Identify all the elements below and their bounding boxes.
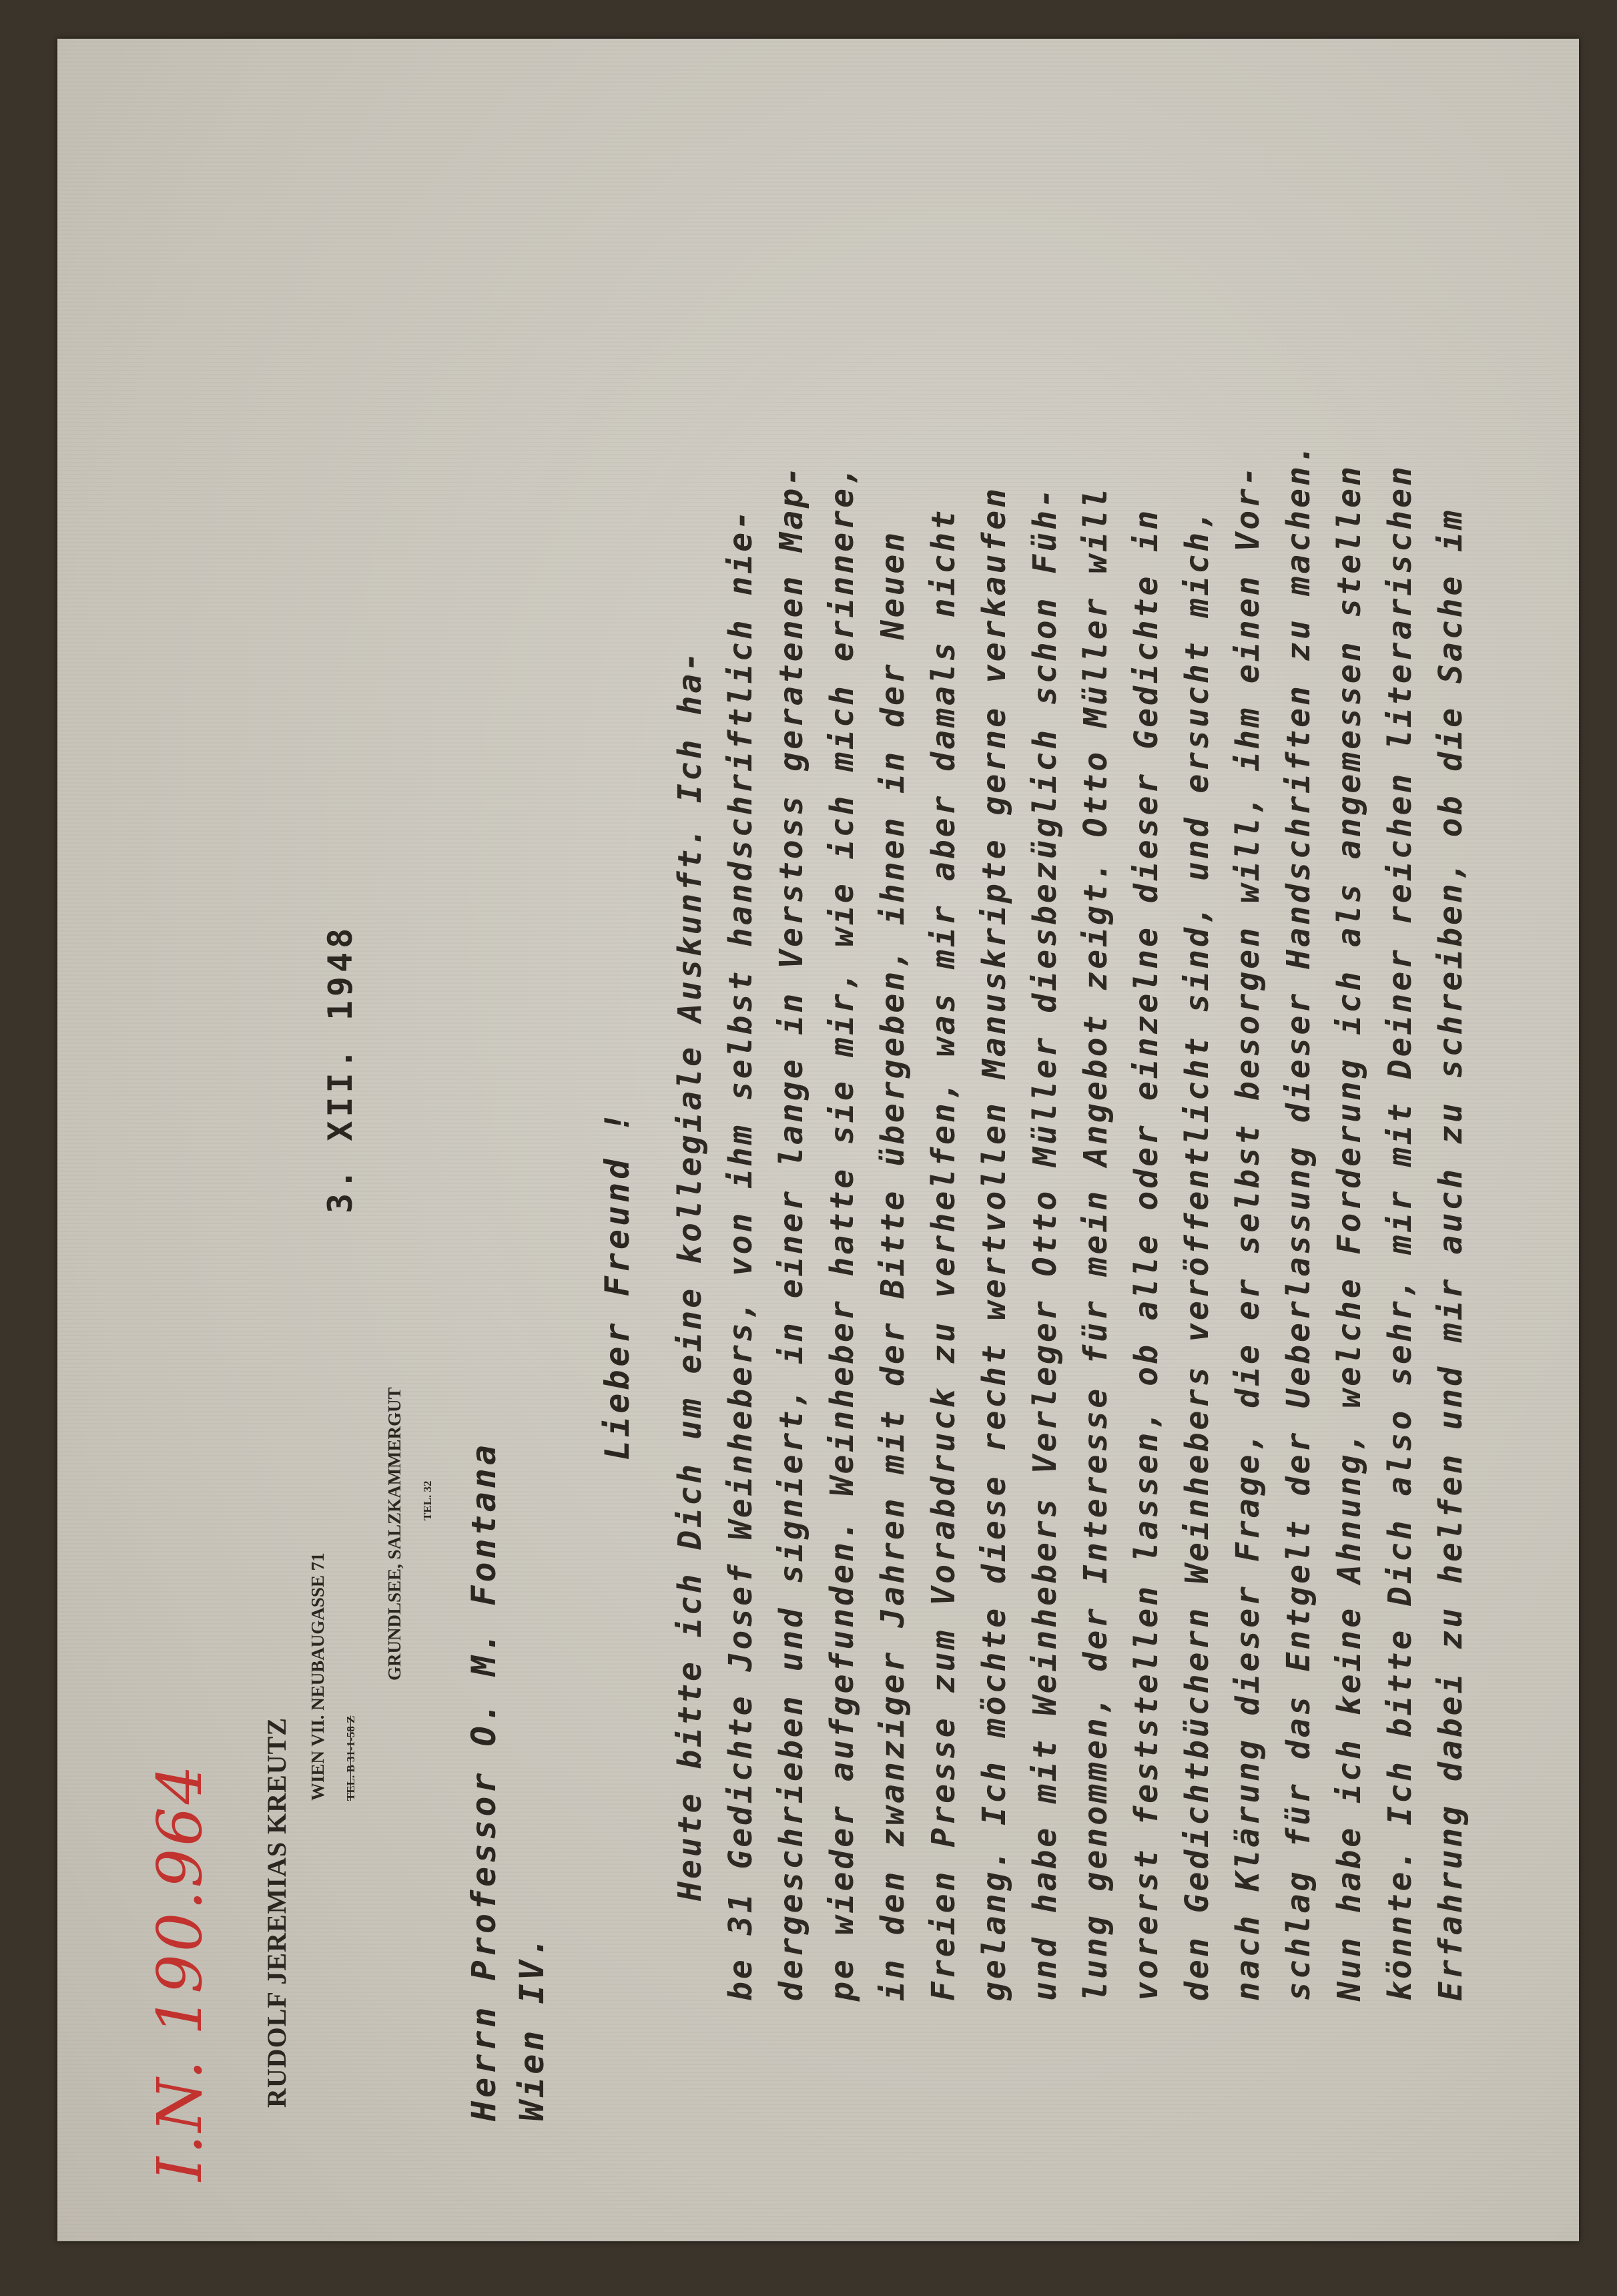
body-line: Heute bitte ich Dich um eine kollegiale Auskunft. Ich ha- xyxy=(671,649,709,1901)
body-line: be 31 Gedichte Josef Weinhebers, von ihm selbst handschriftlich nie- xyxy=(722,507,759,2001)
archive-number: I.N. 190.964 xyxy=(144,1762,216,2181)
body-line: schlag für das Entgelt der Ueberlassung dieser Handschriften zu machen. xyxy=(1280,442,1317,2001)
body-line: dergeschrieben und signiert, in einer lange in Verstoss geratenen Map- xyxy=(773,464,810,2001)
letterhead-address-grundlsee: GRUNDLSEE, SALZKAMMERGUT xyxy=(384,1387,404,1681)
letter-body xyxy=(665,65,1476,2001)
body-line: und habe mit Weinhebers Verleger Otto Müller diesbezüglich schon Füh- xyxy=(1026,486,1064,2001)
body-line: in den zwanziger Jahren mit der Bitte übergeben, ihnen in der Neuen xyxy=(874,529,912,2001)
recipient-name: Herrn Professor O. M. Fontana xyxy=(464,1442,503,2121)
body-line: gelang. Ich möchte diese recht wertvollen Manuskripte gerne verkaufen xyxy=(976,486,1013,2001)
body-line: Freien Presse zum Vorabdruck zu verhelfen, was mir aber damals nicht xyxy=(925,507,962,2001)
body-line: nach Klärung dieser Frage, die er selbst besorgen will, ihm einen Vor- xyxy=(1229,464,1267,2001)
body-line: Nun habe ich keine Ahnung, welche Forderung ich als angemessen stellen xyxy=(1331,464,1368,2001)
letterhead-address-vienna: WIEN VII. NEUBAUGASSE 71 xyxy=(308,1552,328,1801)
letterhead-tel-vienna: TEL. B 31-1-58 Z xyxy=(344,1715,357,1801)
letter-date: 3. XII. 1948 xyxy=(321,924,360,1213)
body-line: vorerst feststellen lassen, ob alle oder einzelne dieser Gedichte in xyxy=(1128,507,1165,2001)
letter-sheet xyxy=(57,39,1579,2241)
body-line: Erfahrung dabei zu helfen und mir auch zu schreiben, ob die Sache im xyxy=(1432,507,1470,2001)
body-line: lung genommen, der Interesse für mein Angebot zeigt. Otto Müller will xyxy=(1077,486,1114,2001)
letterhead-name: RUDOLF JEREMIAS KREUTZ xyxy=(262,1717,292,2108)
salutation: Lieber Freund ! xyxy=(598,1109,637,1460)
body-line: den Gedichtbüchern Weinhebers veröffentlicht sind, und ersucht mich, xyxy=(1179,507,1216,2001)
letter-content xyxy=(57,39,1617,2296)
body-line: könnte. Ich bitte Dich also sehr, mir mit Deiner reichen literarischen xyxy=(1381,464,1419,2001)
letterhead-tel-grundlsee: TEL. 32 xyxy=(421,1480,434,1520)
body-line: pe wieder aufgefunden. Weinheber hatte sie mir, wie ich mich erinnere, xyxy=(824,464,861,2001)
recipient-city: Wien IV. xyxy=(513,1934,551,2121)
